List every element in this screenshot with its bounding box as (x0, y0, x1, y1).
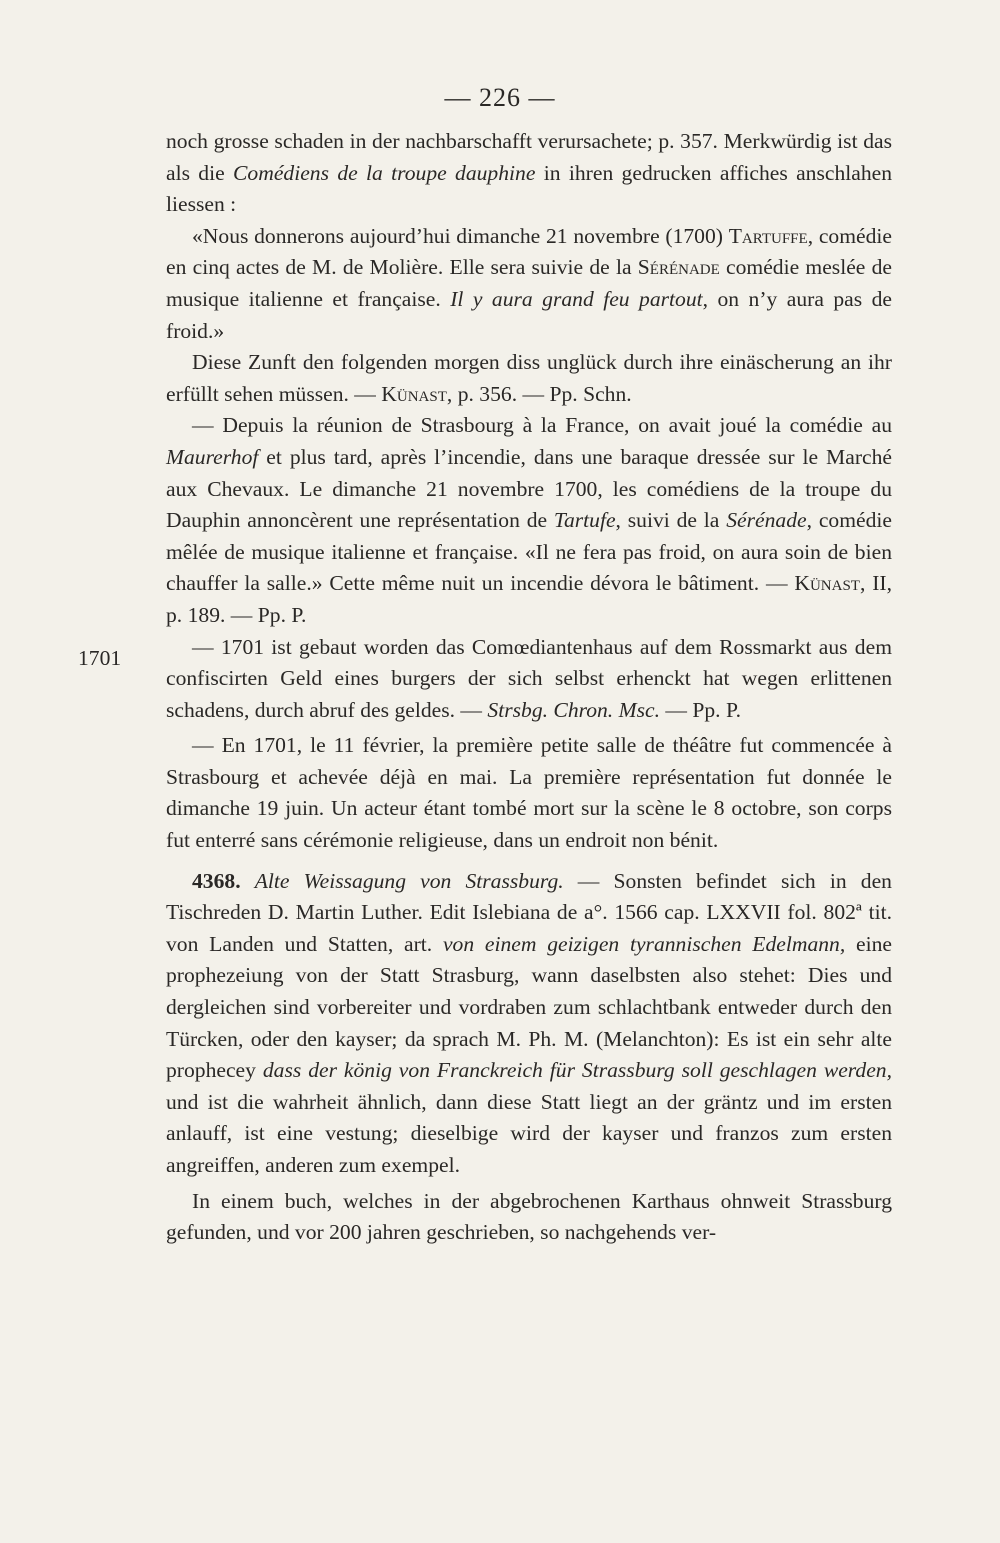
paragraph-4 (166, 410, 892, 631)
paragraph-8 (166, 1186, 892, 1249)
entry-number: 4368. (192, 868, 241, 893)
text-run: Diese Zunft den folgenden morgen diss unglück durch ihre einäscherung an ihr erfüllt sehen müssen. — (166, 350, 892, 406)
text-run: eine prophezeiung von der Statt Strasburg, wann daselbsten also stehet: Dies und dergleichen sind vorbereiter und vordraben zum schlachtbank entweder durch den Türcken, oder den kayser; da sprach M. Ph. M. (Melanchton): Es ist ein sehr alte prophecey (166, 931, 892, 1083)
smallcaps-run: Künast (381, 381, 447, 406)
entry-title: Alte Weissagung von Strassburg. (254, 868, 564, 893)
italic-run: Il y aura grand feu partout (450, 286, 703, 311)
text-run: , suivi de la (615, 508, 727, 533)
smallcaps-run: Tartuffe (728, 223, 808, 248)
italic-run: Comédiens de la troupe dauphine (233, 160, 536, 185)
italic-run: Maurerhof (166, 444, 259, 469)
text-run: «Nous donnerons aujourd’hui dimanche 21 novembre (1700) (192, 223, 729, 248)
italic-run: Tartufe (553, 508, 616, 533)
text-run: noch grosse schaden in der nachbarschafft verursachete; p. 357. Merkwürdig ist das als die (166, 129, 892, 185)
text-run: , p. 356. — Pp. Schn. (446, 381, 632, 406)
margin-year-note: 1701 (78, 646, 122, 670)
text-run: — Sonsten befindet sich in den Tischreden D. Martin Luther. Edit Islebiana de a°. 1566 cap. LXXVII fol. 802ª tit. von Landen und Statten, art. (166, 868, 892, 956)
text-run: in ihren gedrucken affiches anschlahen liessen : (166, 160, 893, 217)
text-run: , on n’y aura pas de froid.» (166, 286, 893, 343)
text-run: comédie meslée de musique italienne et française. (166, 255, 892, 311)
italic-run: Sérénade (726, 508, 807, 533)
text-run: — Pp. P. (659, 697, 741, 722)
text-run: et plus tard, après l’incendie, dans une baraque dressée sur le Marché aux Chevaux. Le dimanche 21 novembre 1700, les comédiens de la troupe du Dauphin annoncèrent une représentation de (166, 444, 892, 533)
paragraph-1 (166, 126, 892, 221)
text-run: , comédie en cinq actes de M. de Molière. Elle sera suivie de la (166, 223, 892, 280)
text-run: , II, p. 189. — Pp. P. (166, 571, 892, 627)
paragraph-2-quote (166, 221, 892, 347)
page-number: — 226 — (444, 83, 556, 112)
paragraph-5 (166, 632, 892, 727)
text-run: In einem buch, welches in der abgebrochenen Karthaus ohnweit Strassburg gefunden, und vor 200 jahren geschrieben, so nachgehends ver- (166, 1188, 892, 1245)
smallcaps-run: Künast (794, 571, 860, 596)
text-run: — En 1701, le 11 février, la première petite salle de théâtre fut commencée à Strasbourg et achevée déjà en mai. La première représentation fut donnée le dimanche 19 juin. Un acteur étant tombé mort sur la scène le 8 octobre, son corps fut enterré sans cérémonie religieuse, dans un endroit non bénit. (166, 733, 892, 853)
italic-run: dass der könig von Franckreich für Strassburg soll geschlagen werden, (262, 1058, 892, 1083)
text-run: und ist die wahrheit ähnlich, dann diese Statt liegt an der gräntz und im ersten anlauff, ist eine vestung; dieselbige wird der kayser und franzos zum ersten angreiffen, anderen zum exempel. (166, 1089, 892, 1177)
italic-run: Strsbg. Chron. Msc. (487, 697, 660, 722)
entry-4368 (166, 866, 892, 1182)
text-run: , comédie mêlée de musique italienne et française. «Il ne fera pas froid, on aura soin de bien chauffer la salle.» Cette même nuit un incendie dévora le bâtiment. — (166, 508, 892, 596)
smallcaps-run: Sérénade (637, 255, 720, 280)
page-body (166, 126, 892, 1249)
italic-run: von einem geizigen tyrannischen Edelmann, (442, 931, 846, 956)
paragraph-6 (166, 730, 892, 856)
text-run: — 1701 ist gebaut worden das Comœdiantenhaus auf dem Rossmarkt aus dem confiscirten Geld eines burgers der sich selbst erhenckt hat wegen erlittenen schadens, durch abruf des geldes. — (166, 634, 892, 722)
paragraph-3 (166, 347, 892, 410)
text-run: — Depuis la réunion de Strasbourg à la France, on avait joué la comédie au (192, 413, 892, 438)
